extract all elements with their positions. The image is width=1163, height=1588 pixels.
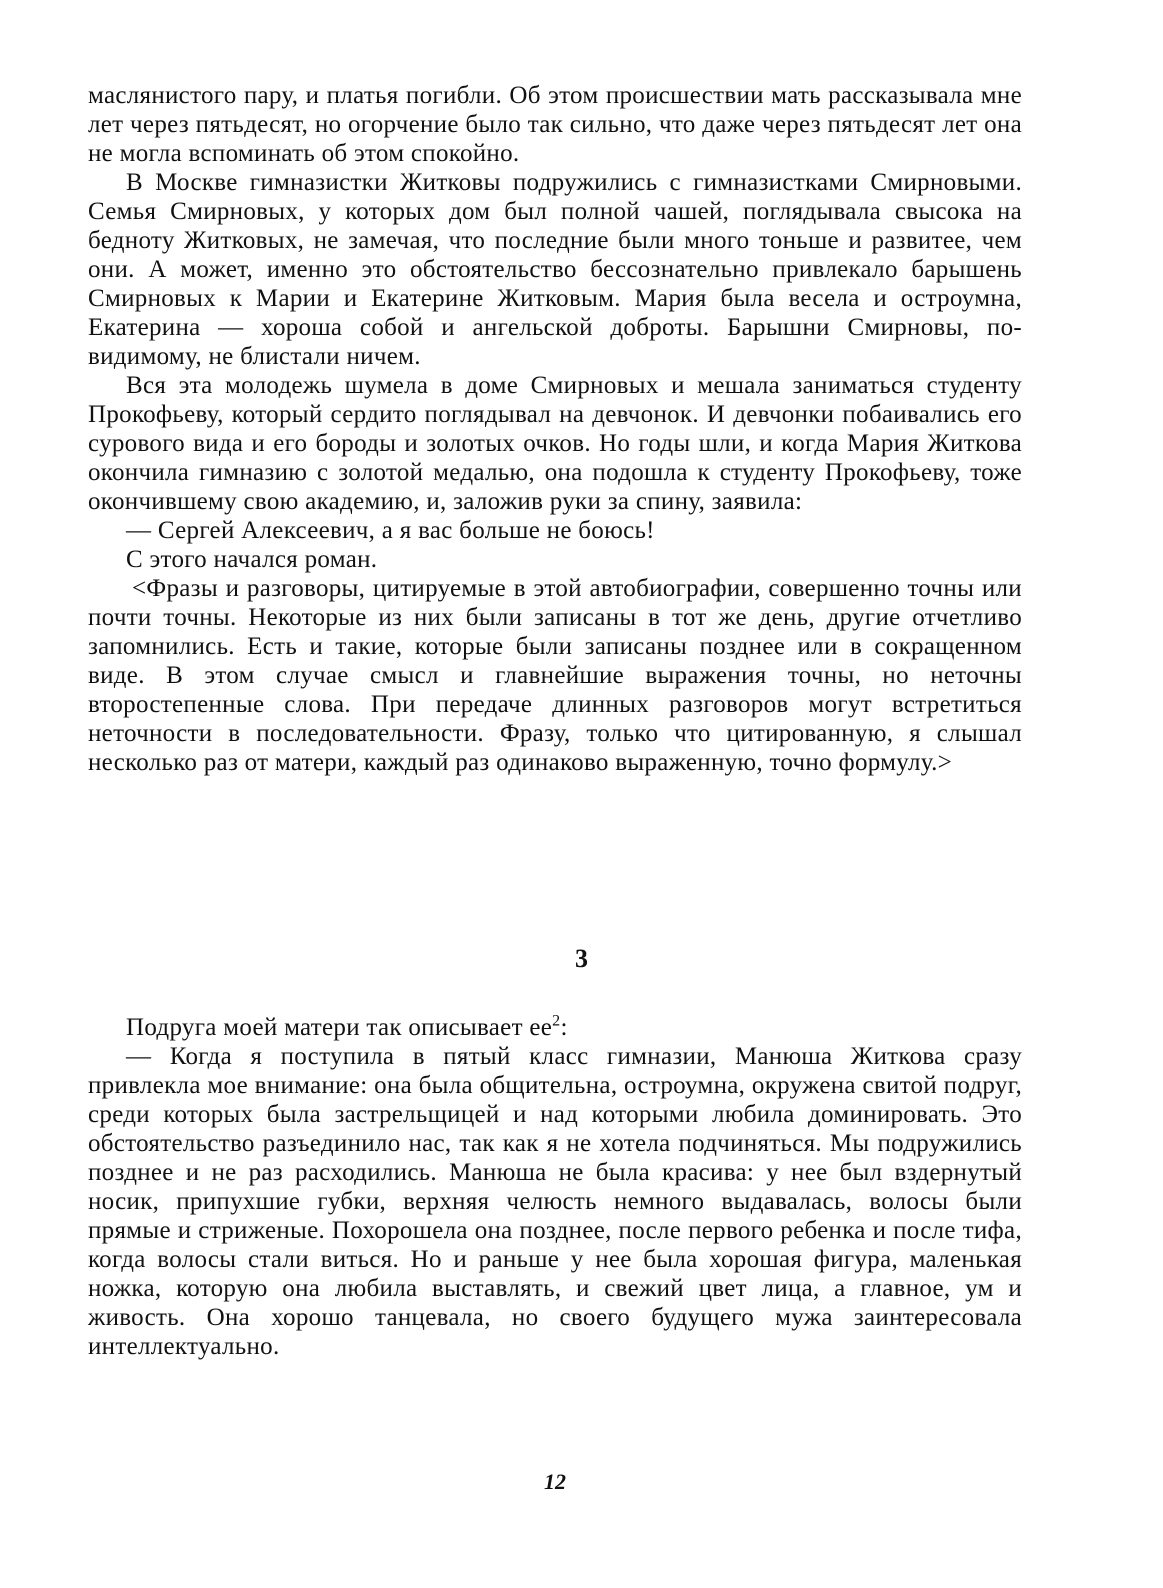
paragraph-quote: — Сергей Алексеевич, а я вас больше не боюсь! xyxy=(126,517,655,544)
footnote-marker: 2 xyxy=(552,1012,561,1030)
page-number: 12 xyxy=(544,1469,566,1494)
paragraph-smirnovs: В Москве гимназистки Житковы подружились с гимназистками Смирновыми. Семья Смирновых, у которых дом был полной чашей, поглядывала свысока на бедноту Житковых, не замечая, что последние были много тоньше и развитее, чем они. А может, именно это обстоятельство бессознательно привлекало барышень Смирновых к Марии и Екатерине Житковым. Мария была весела и остроумна, Екатерина — хороша собой и ангельской доброты. Барышни Смирновы, по-видимому, не блистали ничем. xyxy=(88,169,1022,370)
paragraph-romance-start: С этого начался роман. xyxy=(126,546,378,573)
paragraph-author-note: <Фразы и разговоры, цитируемые в этой автобиографии, совершенно точны или почти точны. Некоторые из них были записаны в тот же день, другие отчетливо запомнились. Есть и такие, которые были записаны позднее или в сокращенном виде. В этом случае смысл и главнейшие выражения точны, но неточны второстепенные слова. При передаче длинных разговоров могут встретиться неточности в последовательности. Фразу, только что цитированную, я слышал несколько раз от матери, каждый раз одинаково выраженную, точно формулу.> xyxy=(88,575,1022,776)
paragraph-friend-recollection: — Когда я поступила в пятый класс гимназии, Манюша Житкова сразу привлекла мое внимание: она была общительна, остроумна, окружена свитой подруг, среди которых была застрельщицей и над которыми любила доминировать. Это обстоятельство разъединило нас, так как я не хотела подчиняться. Мы подружились позднее и не раз расходились. Манюша не была красива: у нее был вздернутый носик, припухшие губки, верхняя челюсть немного выдавалась, волосы были прямые и стриженые. Похорошела она позднее, после первого ребенка и после тифа, когда волосы стали виться. Но и раньше у нее была хорошая фигура, маленькая ножка, которую она любила выставлять, и свежий цвет лица, а главное, ум и живость. Она хорошо танцевала, но своего будущего мужа заинтересовала интеллектуально. xyxy=(88,1043,1022,1360)
chapter-number: 3 xyxy=(575,944,588,973)
text-block-top xyxy=(88,81,1022,777)
paragraph-continuation: маслянистого пару, и платья погибли. Об этом происшествии мать рассказывала мне лет через пятьдесят, но огорчение было так сильно, что даже через пятьдесят лет она не могла вспоминать об этом спокойно. xyxy=(88,82,1022,167)
friend-intro-colon: : xyxy=(560,1014,568,1041)
paragraph-friend-intro xyxy=(88,1013,1022,1042)
paragraph-prokofiev-student: Вся эта молодежь шумела в доме Смирновых и мешала заниматься студенту Прокофьеву, который сердито поглядывал на девчонок. И девчонки побаивались его сурового вида и его бороды и золотых очков. Но годы шли, и когда Мария Житкова окончила гимназию с золотой медалью, она подошла к студенту Прокофьеву, тоже окончившему свою академию, и, заложив руки за спину, заявила: xyxy=(88,372,1022,515)
text-block-bottom xyxy=(88,1013,1022,1361)
friend-intro-text: Подруга моей матери так описывает ее xyxy=(126,1014,553,1041)
